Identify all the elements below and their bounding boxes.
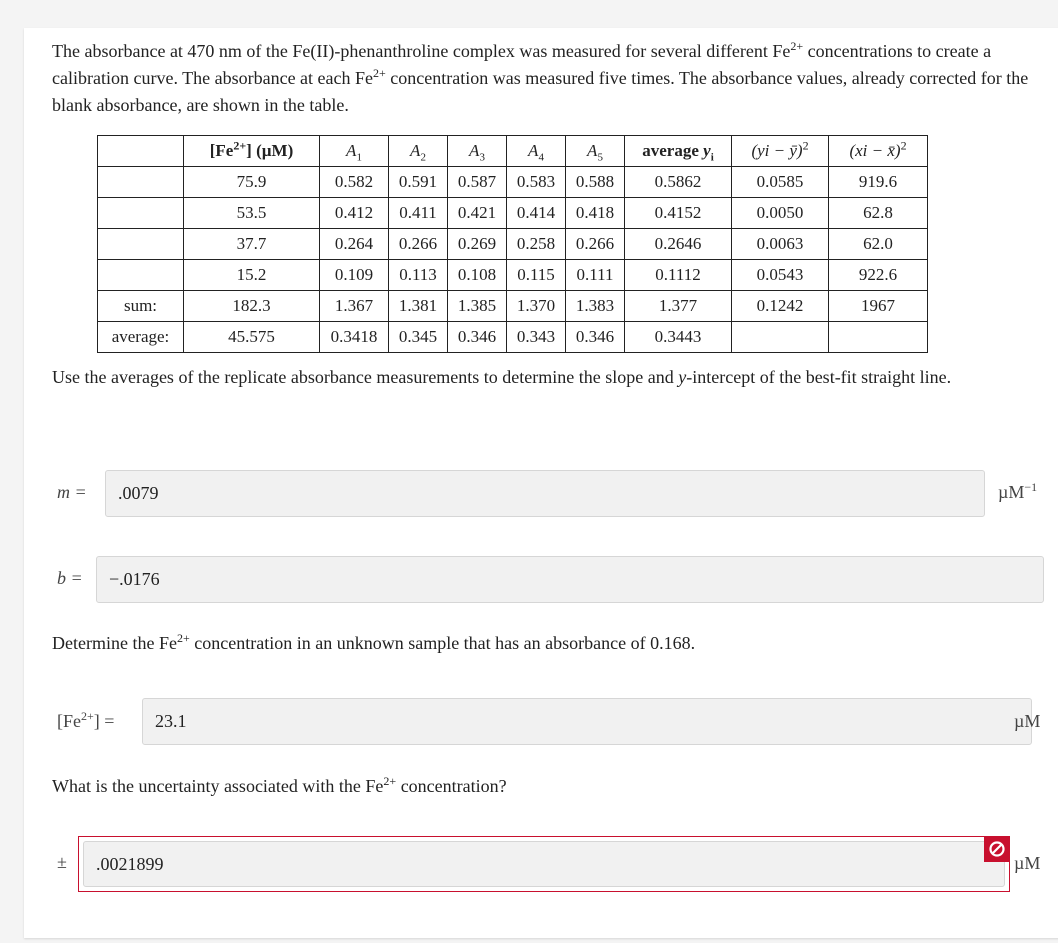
cell-concentration: 182.3: [184, 291, 320, 322]
block-icon: [984, 836, 1010, 862]
table-row-sum: [98, 291, 928, 322]
cell-a1: 1.367: [320, 291, 389, 322]
cell-x-deviation: 62.0: [829, 229, 928, 260]
table-row: [98, 198, 928, 229]
slope-label: m =: [57, 482, 87, 502]
intercept-label: b =: [57, 568, 83, 588]
cell-a3: 1.385: [448, 291, 507, 322]
cell-a1: 0.264: [320, 229, 389, 260]
cell-x-deviation: 922.6: [829, 260, 928, 291]
cell-a2: 0.411: [389, 198, 448, 229]
header-a1: $A_1$: [320, 136, 389, 167]
header-a2: $A_2$: [389, 136, 448, 167]
cell-average: 0.3443: [625, 322, 732, 353]
cell-a3: 0.108: [448, 260, 507, 291]
cell-a3: 0.346: [448, 322, 507, 353]
question-concentration: Determine the $Fe^{2+}$ concentration in an unknown sample that has an absorbance of 0.168.: [52, 631, 696, 653]
cell-a5: 0.111: [566, 260, 625, 291]
cell-concentration: 45.575: [184, 322, 320, 353]
cell-a5: 1.383: [566, 291, 625, 322]
row-label: average:: [98, 322, 184, 353]
concentration-input[interactable]: 23.1: [142, 698, 1032, 745]
table-row: [98, 260, 928, 291]
cell-concentration: 53.5: [184, 198, 320, 229]
intercept-input[interactable]: −.0176: [96, 556, 1044, 603]
question-uncertainty: What is the uncertainty associated with the $Fe^{2+}$ concentration?: [52, 774, 507, 796]
cell-a4: 0.414: [507, 198, 566, 229]
uncertainty-label: ±: [57, 852, 67, 872]
header-a3: $A_3$: [448, 136, 507, 167]
cell-a2: 1.381: [389, 291, 448, 322]
header-average: average $y_i$: [625, 136, 732, 167]
header-a4: $A_4$: [507, 136, 566, 167]
row-label: [98, 260, 184, 291]
cell-a5: 0.346: [566, 322, 625, 353]
cell-a2: 0.266: [389, 229, 448, 260]
cell-a2: 0.113: [389, 260, 448, 291]
slope-input[interactable]: .0079: [105, 470, 985, 517]
concentration-label: $[Fe^{2+}]$ =: [57, 709, 115, 731]
cell-a4: 0.258: [507, 229, 566, 260]
cell-a1: 0.109: [320, 260, 389, 291]
cell-y-deviation: 0.0063: [732, 229, 829, 260]
table-header-row: [98, 136, 928, 167]
cell-y-deviation: [732, 322, 829, 353]
cell-a4: 0.583: [507, 167, 566, 198]
header-a5: $A_5$: [566, 136, 625, 167]
cell-a5: 0.266: [566, 229, 625, 260]
cell-x-deviation: 1967: [829, 291, 928, 322]
header-x-deviation: (xi − x̄)$^2$: [829, 136, 928, 167]
table-row-average: [98, 322, 928, 353]
cell-x-deviation: [829, 322, 928, 353]
row-label: [98, 229, 184, 260]
cell-average: 0.1112: [625, 260, 732, 291]
cell-a1: 0.3418: [320, 322, 389, 353]
cell-a5: 0.588: [566, 167, 625, 198]
concentration-unit: µM: [1014, 711, 1041, 731]
row-label: sum:: [98, 291, 184, 322]
cell-average: 0.2646: [625, 229, 732, 260]
cell-concentration: 75.9: [184, 167, 320, 198]
table-row: [98, 167, 928, 198]
header-empty: [98, 136, 184, 167]
cell-y-deviation: 0.1242: [732, 291, 829, 322]
header-concentration: $[Fe^{2+}]$ (µM): [184, 136, 320, 167]
cell-a1: 0.582: [320, 167, 389, 198]
cell-a4: 0.115: [507, 260, 566, 291]
cell-concentration: 15.2: [184, 260, 320, 291]
cell-concentration: 37.7: [184, 229, 320, 260]
row-label: [98, 167, 184, 198]
cell-a3: 0.421: [448, 198, 507, 229]
cell-y-deviation: 0.0585: [732, 167, 829, 198]
header-y-deviation: (yi − ȳ)$^2$: [732, 136, 829, 167]
cell-y-deviation: 0.0543: [732, 260, 829, 291]
intro-paragraph: The absorbance at 470 nm of the Fe(II)-phenanthroline complex was measured for several different $Fe^{2+}$ concentrations to create a calibration curve. The absorbance at each $Fe^{2+}$ concentration was measured five times. The absorbance values, already corrected for the blank absorbance, are shown in the table.: [52, 39, 1029, 115]
cell-a3: 0.587: [448, 167, 507, 198]
cell-a5: 0.418: [566, 198, 625, 229]
question-slope-intercept: Use the averages of the replicate absorbance measurements to determine the slope and y-intercept of the best-fit straight line.: [52, 367, 952, 387]
cell-a2: 0.591: [389, 167, 448, 198]
cell-a3: 0.269: [448, 229, 507, 260]
uncertainty-unit: µM: [1014, 853, 1041, 873]
row-label: [98, 198, 184, 229]
cell-x-deviation: 919.6: [829, 167, 928, 198]
cell-average: 1.377: [625, 291, 732, 322]
table-row: [98, 229, 928, 260]
slope-unit: µM$^{-1}$: [998, 480, 1038, 502]
cell-y-deviation: 0.0050: [732, 198, 829, 229]
cell-a4: 0.343: [507, 322, 566, 353]
cell-a4: 1.370: [507, 291, 566, 322]
calibration-table: [97, 135, 928, 353]
cell-average: 0.5862: [625, 167, 732, 198]
cell-a1: 0.412: [320, 198, 389, 229]
cell-x-deviation: 62.8: [829, 198, 928, 229]
cell-average: 0.4152: [625, 198, 732, 229]
uncertainty-input[interactable]: .0021899: [83, 841, 1005, 887]
cell-a2: 0.345: [389, 322, 448, 353]
